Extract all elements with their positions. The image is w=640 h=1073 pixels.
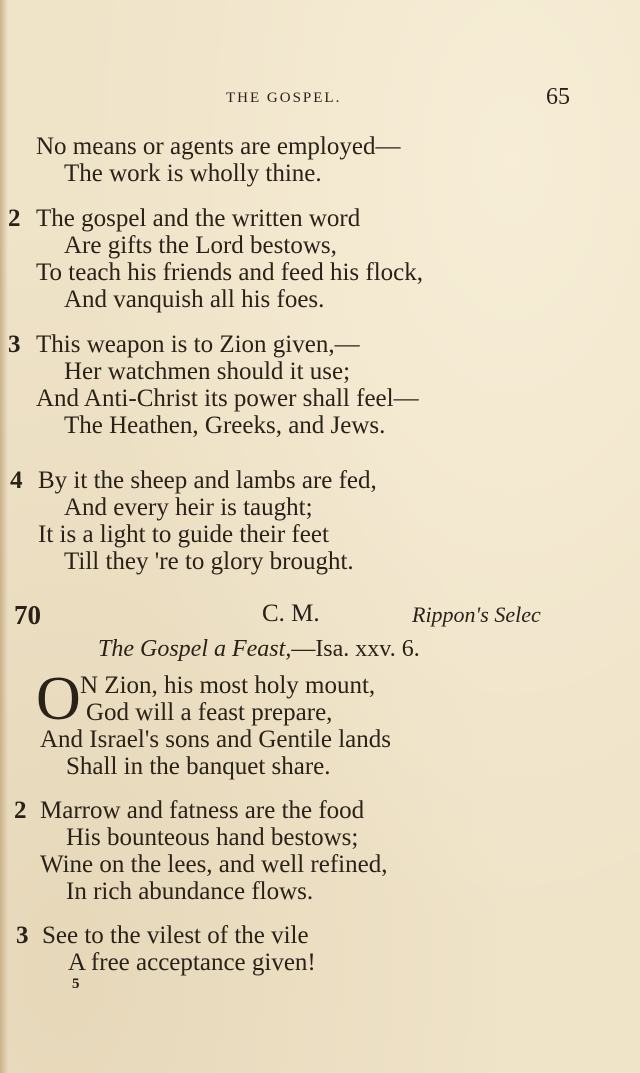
verse-line: In rich abundance flows. (66, 878, 314, 905)
verse-line: Are gifts the Lord bestows, (64, 232, 337, 259)
verse-line: Wine on the lees, and well refined, (40, 851, 388, 878)
stanza-number: 4 (10, 467, 23, 494)
verse-line: Marrow and fatness are the food (40, 797, 365, 824)
verse-line: God will a feast prepare, (86, 699, 333, 726)
hymn-meter: C. M. (262, 600, 320, 627)
verse-line: It is a light to guide their feet (38, 521, 329, 548)
page-spine-shadow (0, 0, 8, 1073)
drop-cap: O (36, 665, 81, 733)
stanza-number: 3 (16, 922, 29, 949)
verse-line: See to the vilest of the vile (42, 922, 309, 949)
page-number: 65 (546, 84, 570, 110)
verse-line: The gospel and the written word (36, 205, 361, 232)
verse-line: And Israel's sons and Gentile lands (40, 726, 391, 753)
verse-line: No means or agents are employed— (36, 133, 401, 160)
verse-line: And Anti-Christ its power shall feel— (36, 385, 419, 412)
hymn-scripture-ref: —Isa. xxv. 6. (291, 636, 420, 662)
hymn-source: Rippon's Selec (412, 602, 541, 627)
hymn-title-text: The Gospel a Feast, (98, 636, 292, 662)
verse-line: The work is wholly thine. (64, 160, 322, 187)
verse-line: The Heathen, Greeks, and Jews. (64, 412, 386, 439)
verse-line: To teach his friends and feed his flock, (36, 259, 424, 286)
verse-line: A free acceptance given! (68, 949, 316, 976)
verse-line: Her watchmen should it use; (64, 358, 351, 385)
signature-mark: 5 (72, 976, 80, 992)
verse-line: N Zion, his most holy mount, (80, 672, 376, 699)
verse-line: His bounteous hand bestows; (66, 824, 359, 851)
verse-line: By it the sheep and lambs are fed, (38, 467, 377, 494)
stanza-number: 2 (8, 205, 21, 232)
verse-line: Till they 're to glory brought. (64, 548, 354, 575)
verse-line: Shall in the banquet share. (66, 753, 331, 780)
hymn-number: 70 (14, 600, 41, 630)
running-head: THE GOSPEL. (226, 90, 342, 106)
stanza-number: 2 (14, 797, 27, 824)
stanza-number: 3 (8, 331, 21, 358)
verse-line: This weapon is to Zion given,— (36, 331, 360, 358)
verse-line: And every heir is taught; (64, 494, 313, 521)
verse-line: And vanquish all his foes. (64, 286, 325, 313)
hymn-title (98, 636, 420, 663)
